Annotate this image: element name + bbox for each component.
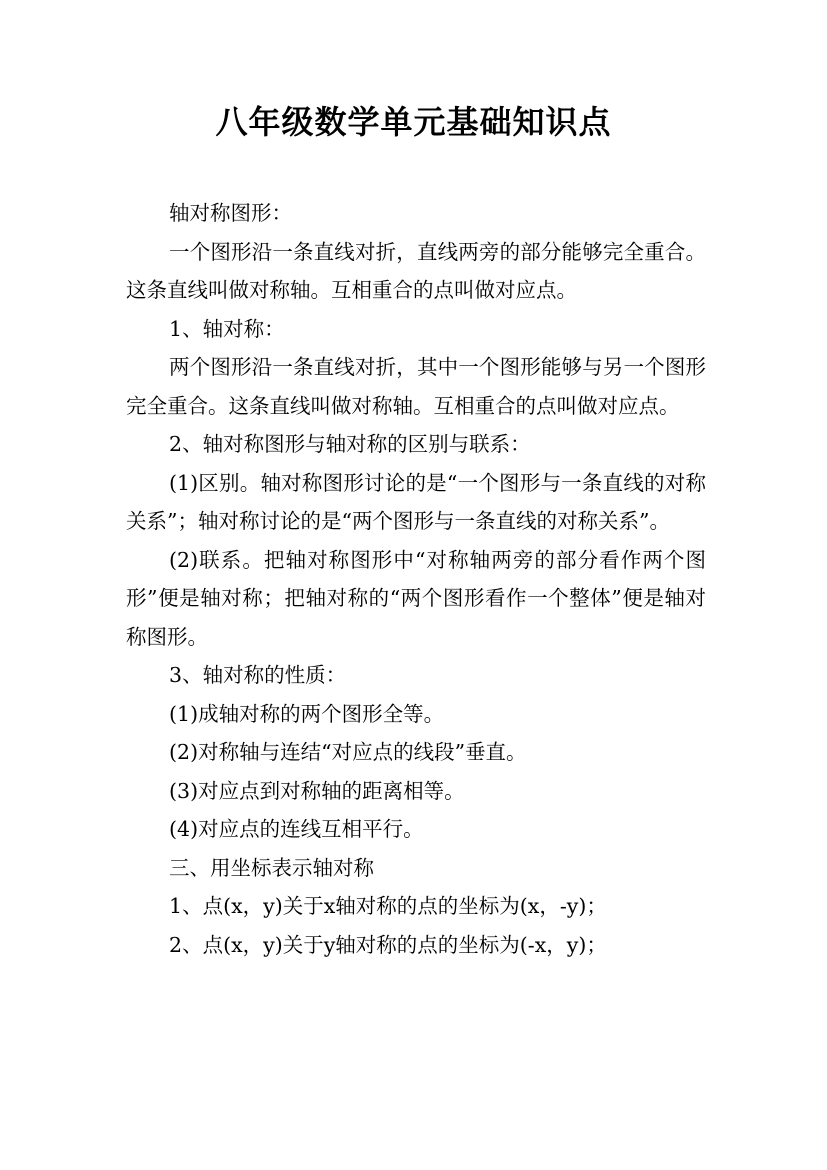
paragraph-definition-axisymmetric-figure: 一个图形沿一条直线对折，直线两旁的部分能够完全重合。这条直线叫做对称轴。互相重合的点叫做对应点。 [126,239,706,302]
document-body [126,194,706,964]
paragraph-difference: (1)区别。轴对称图形讨论的是“一个图形与一条直线的对称关系”；轴对称讨论的是“两个图形与一条直线的对称关系”。 [126,470,706,533]
paragraph-property-2: (2)对称轴与连结“对应点的线段”垂直。 [169,740,527,764]
paragraph-property-1: (1)成轴对称的两个图形全等。 [169,701,445,726]
paragraph-heading-difference-relation: 2、轴对称图形与轴对称的区别与联系： [169,432,531,456]
paragraph-heading-properties: 3、轴对称的性质： [169,663,347,687]
paragraph-definition-axial-symmetry: 两个图形沿一条直线对折，其中一个图形能够与另一个图形完全重合。这条直线叫做对称轴。互相重合的点叫做对应点。 [126,355,706,418]
paragraph-coordinate-rule-x: 1、点(x，y)关于x轴对称的点的坐标为(x，-y)； [169,894,607,918]
paragraph-property-3: (3)对应点到对称轴的距离相等。 [169,778,465,803]
document-title: 八年级数学单元基础知识点 [215,103,612,141]
paragraph-heading-axial-symmetry: 1、轴对称： [169,316,285,341]
paragraph-relation: (2)联系。把轴对称图形中“对称轴两旁的部分看作两个图形”便是轴对称；把轴对称的“两个图形看作一个整体”便是轴对称图形。 [126,547,706,649]
paragraph-coordinate-rule-y: 2、点(x，y)关于y轴对称的点的坐标为(-x，y)； [169,932,607,957]
paragraph-heading-axisymmetric-figure: 轴对称图形： [169,201,293,225]
paragraph-heading-coordinates: 三、用坐标表示轴对称 [169,855,375,880]
paragraph-property-4: (4)对应点的连线互相平行。 [169,817,424,841]
